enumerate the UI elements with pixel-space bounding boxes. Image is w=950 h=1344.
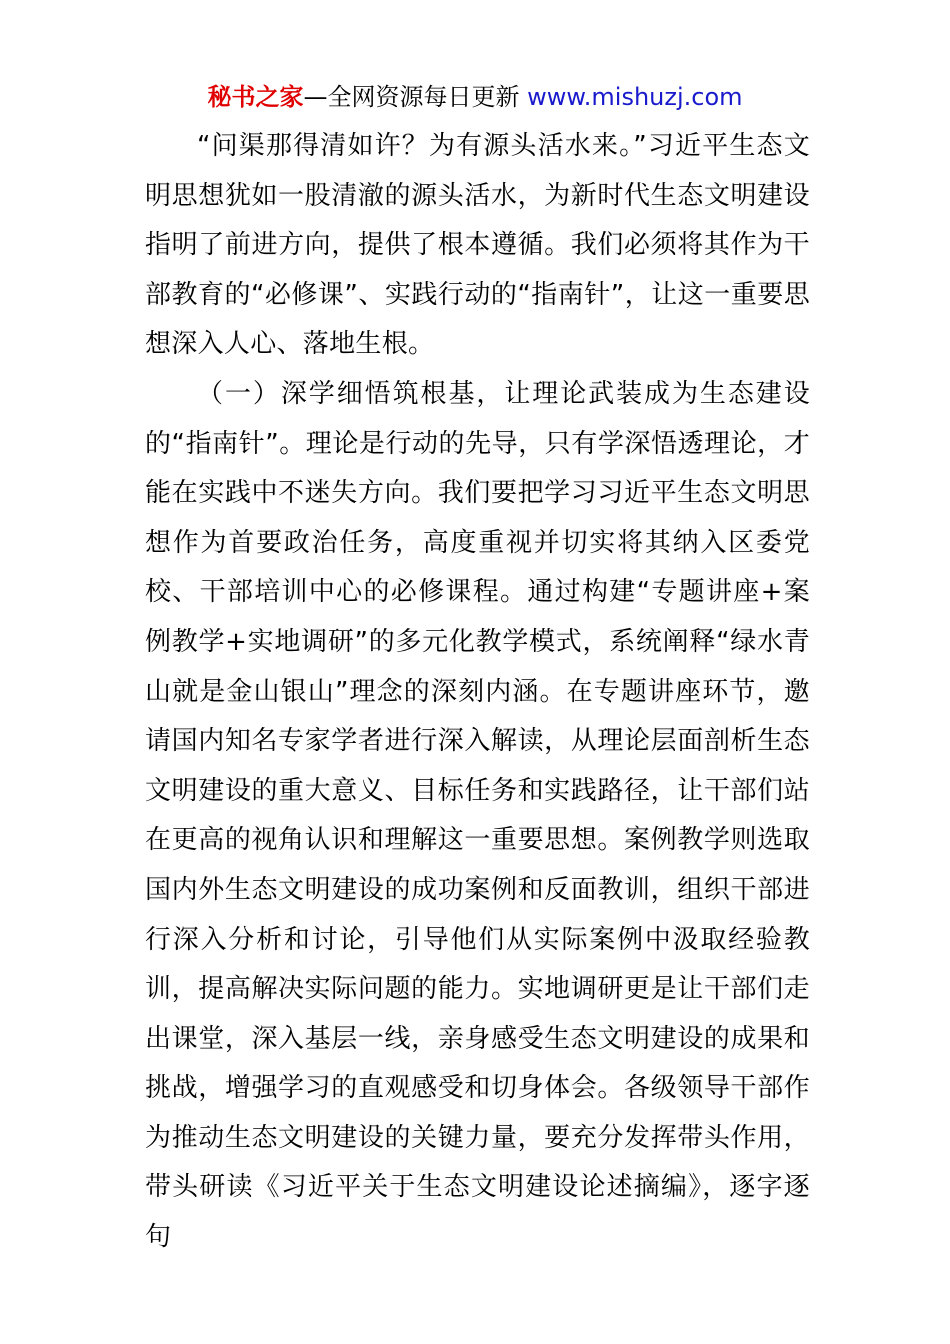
site-brand: 秘书之家 [207, 83, 304, 111]
site-url: www.mishuzj.com [527, 83, 743, 111]
paragraph-intro: “问渠那得清如许？为有源头活水来。”习近平生态文明思想犹如一股清澈的源头活水，为新时代生态文明建设指明了前进方向，提供了根本遵循。我们必须将其作为干部教育的“必修课”、实践行动的“指南针”，让这一重要思想深入人心、落地生根。 [145, 131, 810, 360]
paragraph-section-one: （一）深学细悟筑根基，让理论武装成为生态建设的“指南针”。理论是行动的先导，只有学深悟透理论，才能在实践中不迷失方向。我们要把学习习近平生态文明思想作为首要政治任务，高度重视并切实将其纳入区委党校、干部培训中心的必修课程。通过构建“专题讲座+案例教学+实地调研”的多元化教学模式，系统阐释“绿水青山就是金山银山”理念的深刻内涵。在专题讲座环节，邀请国内知名专家学者进行深入解读，从理论层面剖析生态文明建设的重大意义、目标任务和实践路径，让干部们站在更高的视角认识和理解这一重要思想。案例教学则选取国内外生态文明建设的成功案例和反面教训，组织干部进行深入分析和讨论，引导他们从实际案例中汲取经验教训，提高解决实际问题的能力。实地调研更是让干部们走出课堂，深入基层一线，亲身感受生态文明建设的成果和挑战，增强学习的直观感受和切身体会。各级领导干部作为推动生态文明建设的关键力量，要充分发挥带头作用，带头研读《习近平关于生态文明建设论述摘编》，逐字逐句 [145, 378, 810, 1253]
document-body [145, 122, 810, 1263]
watermark-header [0, 80, 950, 114]
site-tagline: —全网资源每日更新 [303, 83, 528, 111]
